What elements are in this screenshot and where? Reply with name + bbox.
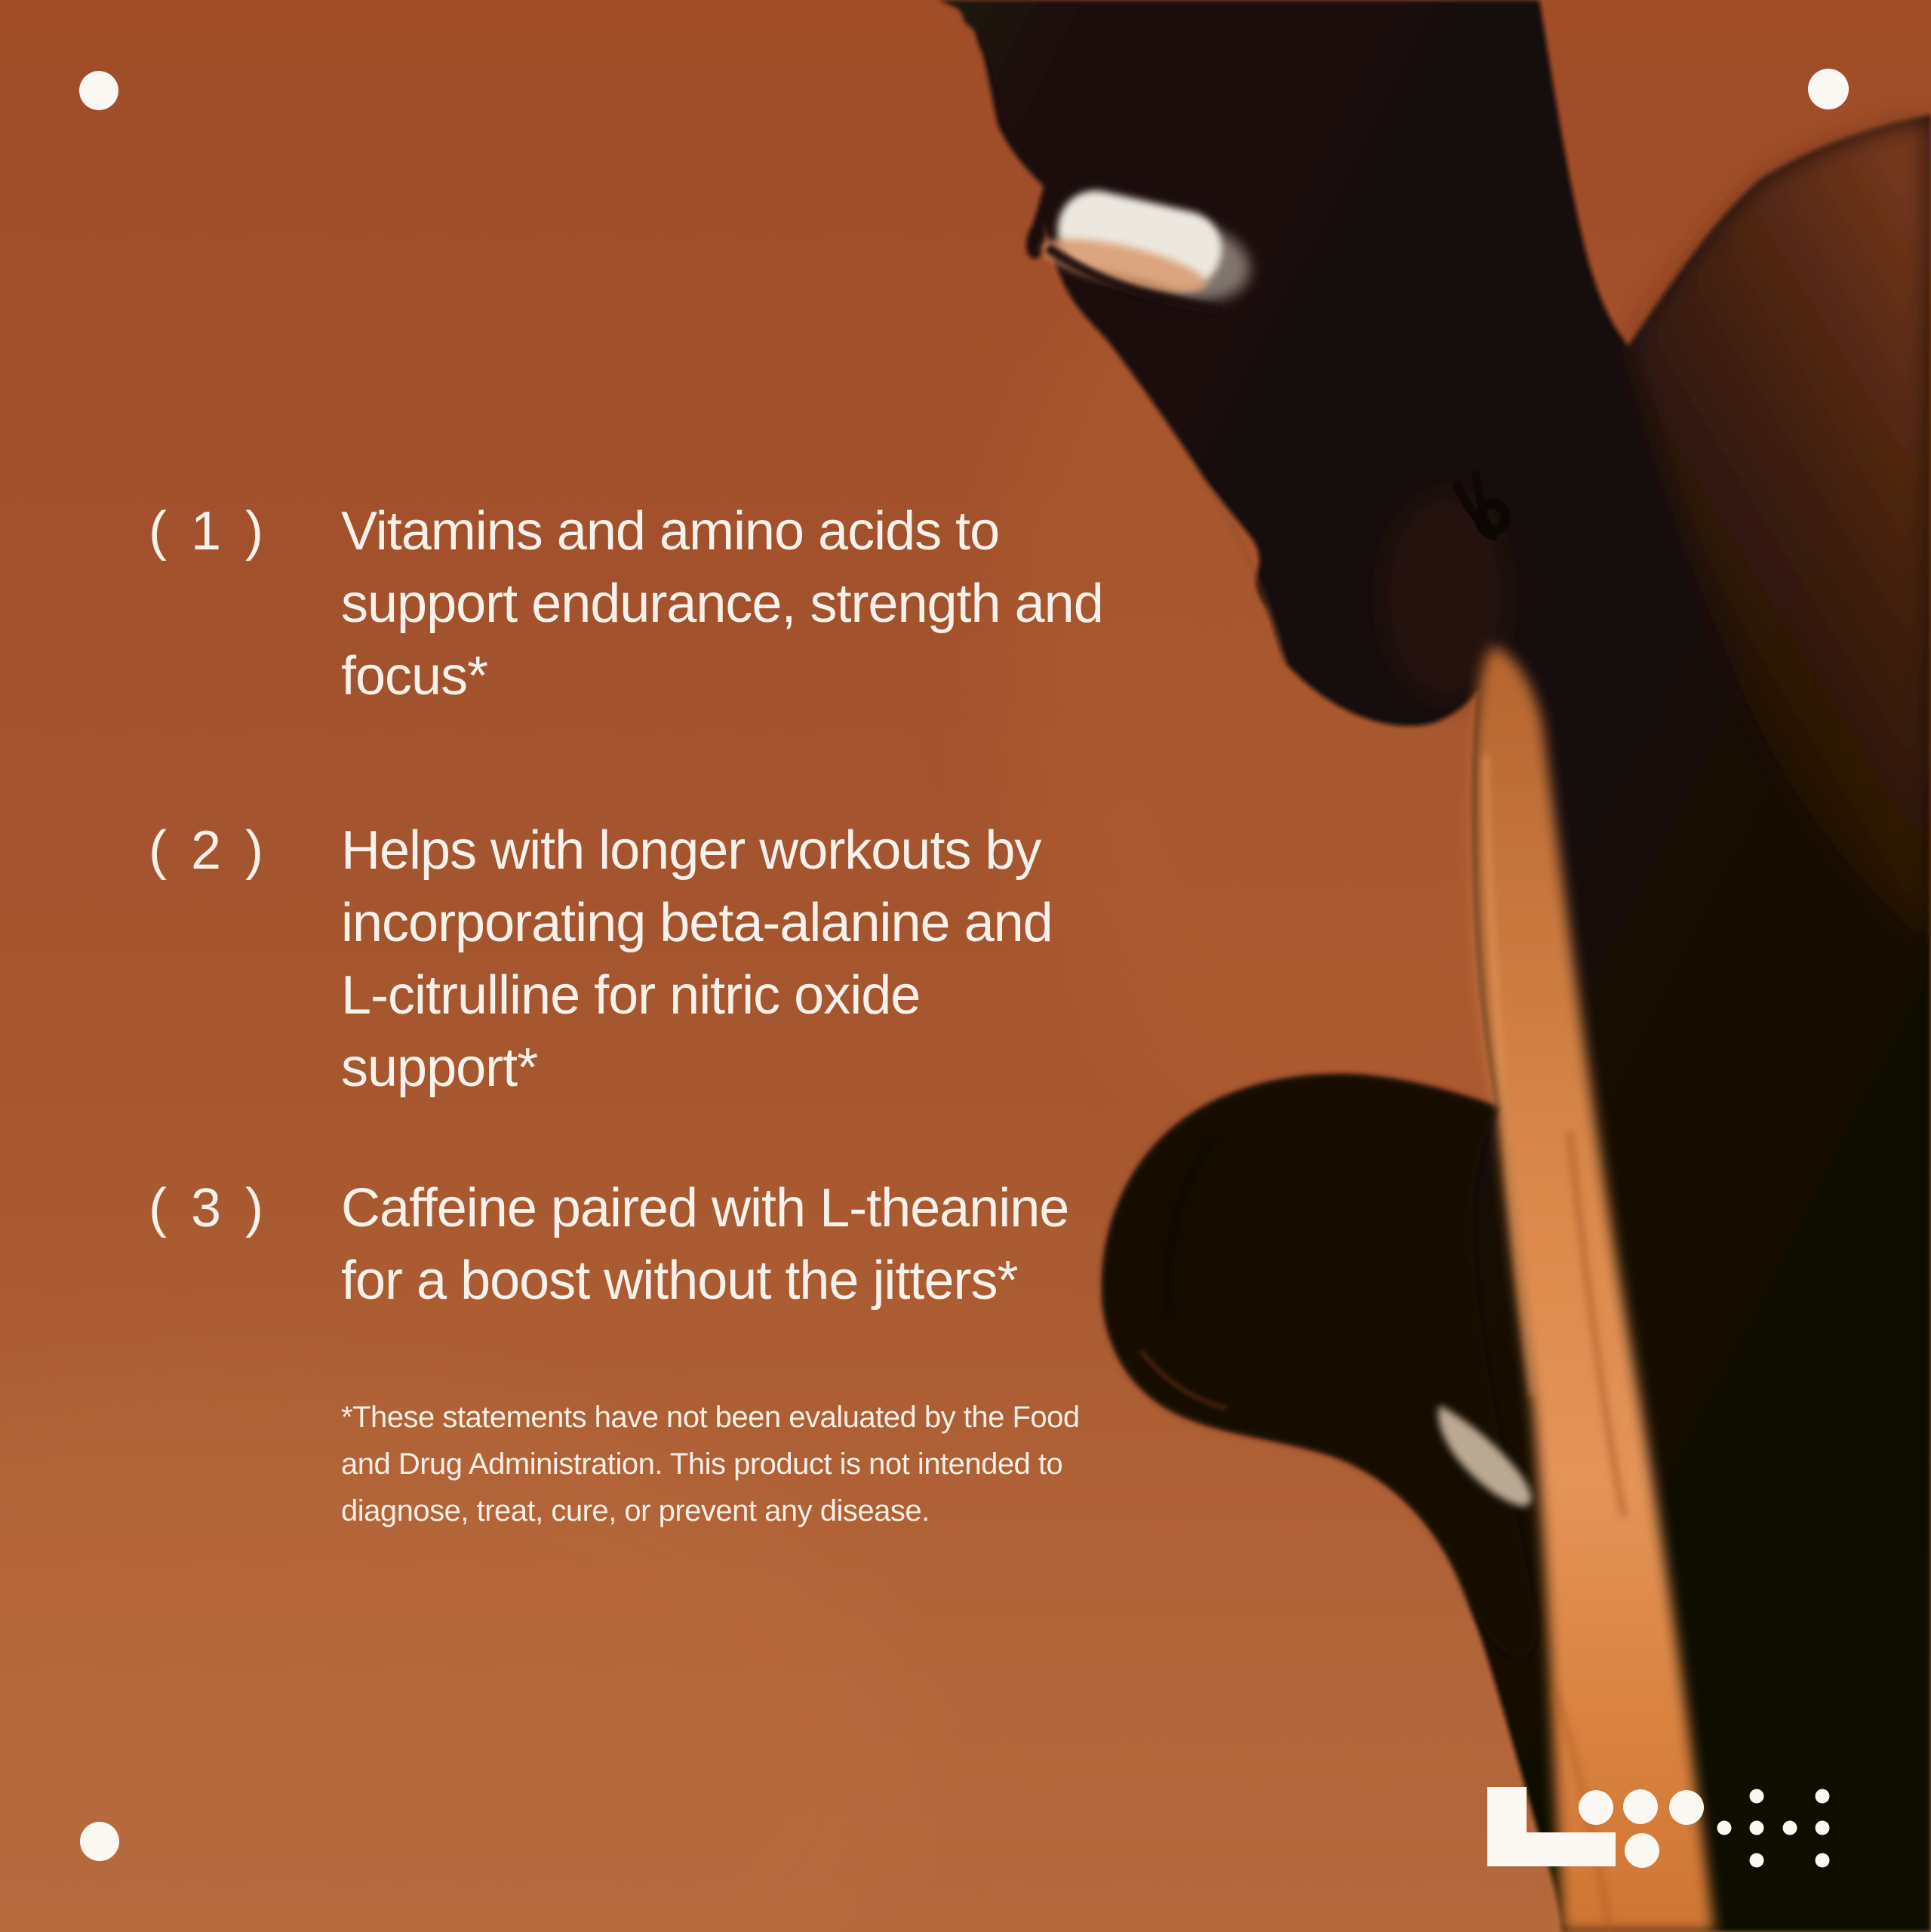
- benefit-line: focus*: [341, 646, 488, 706]
- disclaimer-line: *These statements have not been evaluated by the Food: [341, 1401, 1080, 1434]
- benefit-line: incorporating beta-alanine and: [341, 893, 1053, 953]
- benefit-number: ( 1 ): [149, 501, 269, 561]
- fda-disclaimer: [341, 1394, 1080, 1534]
- disclaimer-line: and Drug Administration. This product is not intended to: [341, 1447, 1063, 1481]
- benefit-line: for a boost without the jitters*: [341, 1251, 1018, 1311]
- benefit-number: ( 2 ): [149, 820, 269, 881]
- benefit-text: [341, 495, 1103, 712]
- disclaimer-line: diagnose, treat, cure, or prevent any disease.: [341, 1494, 930, 1527]
- benefit-number: ( 3 ): [149, 1178, 269, 1238]
- benefit-text: [341, 814, 1053, 1104]
- benefit-line: support endurance, strength and: [341, 574, 1103, 634]
- benefit-line: support*: [341, 1038, 538, 1098]
- benefit-text: [341, 1172, 1069, 1317]
- benefit-line: Caffeine paired with L-theanine: [341, 1178, 1069, 1238]
- benefit-line: L-citrulline for nitric oxide: [341, 965, 921, 1026]
- benefit-line: Helps with longer workouts by: [341, 820, 1041, 881]
- benefit-line: Vitamins and amino acids to: [341, 501, 1000, 561]
